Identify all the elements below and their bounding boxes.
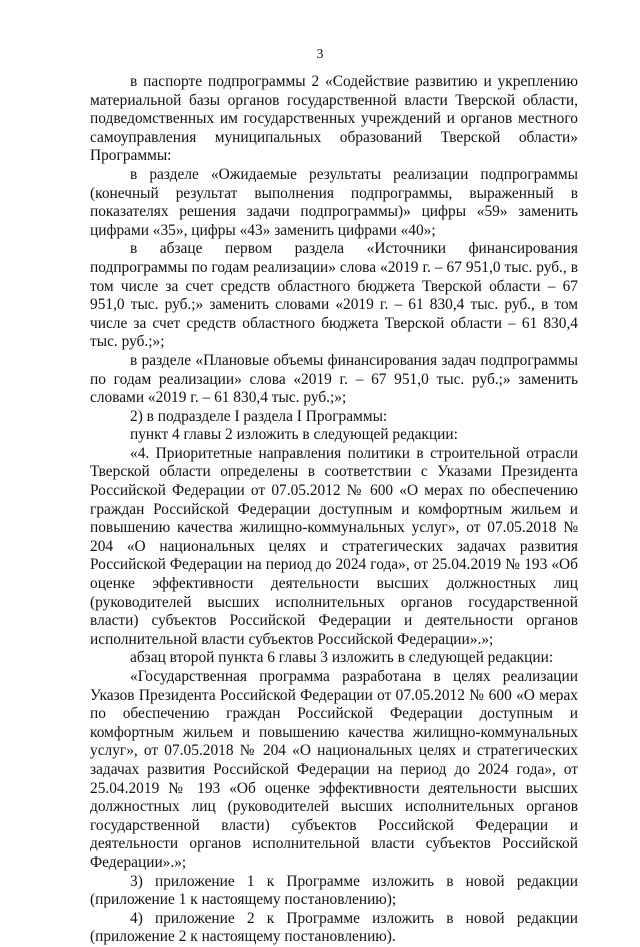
paragraph: 4) приложение 2 к Программе изложить в новой редакции (приложение 2 к настоящему постановлению). [90,909,578,946]
paragraph: в абзаце первом раздела «Источники финансирования подпрограммы по годам реализации» слова «2019 г. – 67 951,0 тыс. руб., в том числе за счет средств областного бюджета Тверской области – 67 951,0 тыс. руб.;» заменить словами «2019 г. – 61 830,4 тыс. руб., в том числе за счет средств областного бюджета Тверской области – 61 830,4 тыс. руб.;»; [90,240,578,351]
paragraph: 3) приложение 1 к Программе изложить в новой редакции (приложение 1 к настоящему постановлению); [90,872,578,909]
paragraph: абзац второй пункта 6 главы 3 изложить в следующей редакции: [130,649,554,667]
paragraph: «Государственная программа разработана в целях реализации Указов Президента Российской Федерации от 07.05.2012 № 600 «О мерах по обеспечению граждан Российской Федерации доступным и комфортным жильем и повышению качества жилищно-коммунальных услуг», от 07.05.2018 № 204 «О национальных целях и стратегических задачах развития Российской Федерации на период до 2024 года», от 25.04.2019 № 193 «Об оценке эффективности деятельности высших должностных лиц (руководителей высших исполнительных органов государственной власти) субъектов Российской Федерации и деятельности органов исполнительной власти субъектов Российской Федерации».»; [90,668,578,871]
paragraph: в разделе «Плановые объемы финансирования задач подпрограммы по годам реализации» слова «2019 г. – 67 951,0 тыс. руб.;» заменить словами «2019 г. – 61 830,4 тыс. руб.;»; [90,351,578,407]
page-number: 3 [316,47,324,62]
paragraph: в паспорте подпрограммы 2 «Содействие развитию и укреплению материальной базы органов государственной власти Тверской области, подведомственных им государственных учреждений и органов местного самоуправления муниципальных образований Тверской области» Программы: [90,73,578,165]
paragraph: в разделе «Ожидаемые результаты реализации подпрограммы (конечный результат выполнения подпрограммы, выраженный в показателях решения задачи подпрограммы)» цифры «59» заменить цифрами «35», цифры «43» заменить цифрами «40»; [90,165,578,239]
paragraph: пункт 4 главы 2 изложить в следующей редакции: [130,426,458,444]
paragraph: 2) в подразделе I раздела I Программы: [130,407,388,425]
document-body [90,73,578,947]
paragraph: «4. Приоритетные направления политики в строительной отрасли Тверской области определены в соответствии с Указами Президента Российской Федерации от 07.05.2012 № 600 «О мерах по обеспечению граждан Российской Федерации доступным и комфортным жильем и повышению качества жилищно-коммунальных услуг», от 07.05.2018 № 204 «О национальных целях и стратегических задачах развития Российской Федерации на период до 2024 года», от 25.04.2019 № 193 «Об оценке эффективности деятельности высших должностных лиц (руководителей высших исполнительных органов государственной власти) субъектов Российской Федерации и деятельности органов исполнительной власти субъектов Российской Федерации».»; [90,444,578,648]
